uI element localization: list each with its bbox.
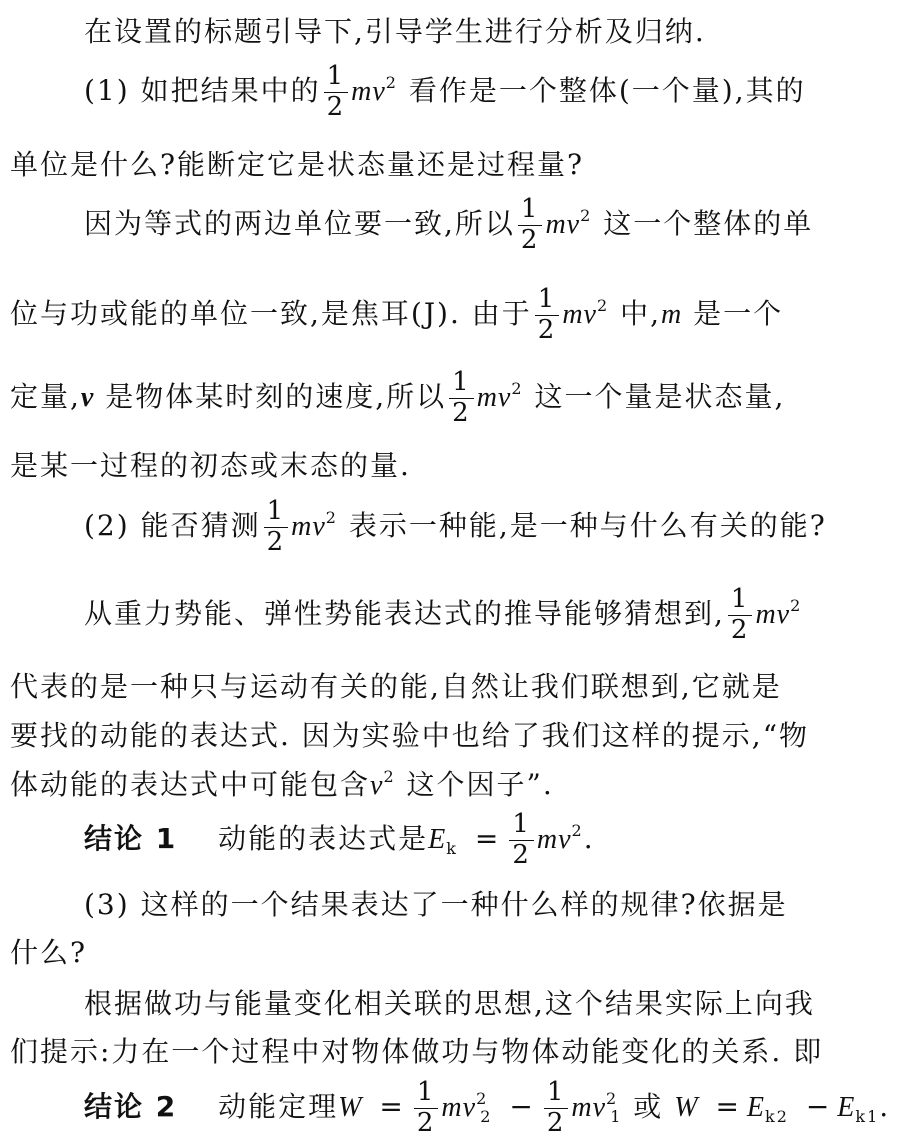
frac-numerator: 1 bbox=[449, 368, 474, 399]
a3-line2: 们提示:力在一个过程中对物体做功与物体动能变化的关系. 即 bbox=[10, 1035, 824, 1068]
a2-line1 bbox=[84, 585, 802, 646]
a2-l4-suffix: 这个因子”. bbox=[406, 768, 554, 801]
half-fraction bbox=[414, 1078, 439, 1139]
q2-suffix: 表示一种能,是一种与什么有关的能? bbox=[348, 508, 827, 542]
exponent: 2 bbox=[511, 378, 524, 398]
frac-numerator: 1 bbox=[264, 497, 289, 528]
W-var: W bbox=[674, 1091, 699, 1123]
frac-numerator: 1 bbox=[518, 195, 543, 226]
a3-line1: 根据做功与能量变化相关联的思想,这个结果实际上向我 bbox=[84, 987, 815, 1020]
conclusion-2 bbox=[84, 1078, 890, 1139]
frac-denominator: 2 bbox=[512, 839, 531, 870]
frac-denominator: 2 bbox=[537, 314, 557, 345]
conclusion-1-text: 动能的表达式是 bbox=[218, 821, 429, 855]
mv-term: mv bbox=[755, 598, 791, 630]
E-var: E bbox=[746, 1091, 766, 1123]
subscript-k2: k2 bbox=[765, 1106, 789, 1126]
or-word: 或 bbox=[633, 1089, 664, 1123]
a1-line4: 是某一过程的初态或末态的量. bbox=[10, 449, 411, 482]
conclusion-1-label: 结论 1 bbox=[84, 821, 178, 855]
half-fraction bbox=[544, 1078, 569, 1139]
subscript-k: k bbox=[446, 838, 458, 858]
E-var: E bbox=[837, 1091, 856, 1123]
half-fraction bbox=[449, 368, 474, 429]
q1-line1 bbox=[84, 62, 806, 123]
a1-p2-prefix: 位与功或能的单位一致,是焦耳(J). 由于 bbox=[10, 296, 532, 330]
exponent: 2 bbox=[385, 72, 398, 92]
exponent: 2 bbox=[596, 295, 610, 315]
a2-l1-prefix: 从重力势能、弹性势能表达式的推导能够猜想到, bbox=[84, 596, 725, 630]
frac-denominator: 2 bbox=[266, 526, 286, 557]
q1-prefix: (1) 如把结果中的 bbox=[84, 73, 321, 107]
frac-denominator: 2 bbox=[730, 614, 750, 645]
a1-line2 bbox=[10, 285, 783, 346]
half-fraction bbox=[518, 195, 543, 256]
frac-numerator: 1 bbox=[535, 285, 560, 316]
conclusion-1 bbox=[84, 810, 595, 871]
equals-sign: = bbox=[379, 1089, 405, 1123]
half-fraction bbox=[728, 585, 753, 646]
frac-numerator: 1 bbox=[414, 1078, 439, 1109]
a1-p2-mid: 中, bbox=[620, 296, 661, 330]
frac-numerator: 1 bbox=[324, 62, 349, 93]
frac-numerator: 1 bbox=[728, 585, 753, 616]
intro-line: 在设置的标题引导下,引导学生进行分析及归纳. bbox=[84, 15, 706, 48]
exponent: 2 bbox=[476, 1088, 489, 1108]
subscript-1: 1 bbox=[610, 1106, 623, 1126]
a1-p2-suffix: 是一个 bbox=[693, 296, 784, 330]
half-fraction bbox=[324, 62, 349, 123]
mv-term: mv bbox=[571, 1091, 607, 1123]
a2-l4-prefix: 体动能的表达式中可能包含 bbox=[10, 768, 371, 801]
a2-line3: 要找的动能的表达式. 因为实验中也给了我们这样的提示,“物 bbox=[10, 719, 810, 752]
exponent: 2 bbox=[571, 820, 584, 840]
mv-term: mv bbox=[441, 1091, 477, 1123]
mv-term: mv bbox=[476, 381, 512, 413]
q2-line bbox=[84, 497, 827, 558]
q3-line1: (3) 这样的一个结果表达了一种什么样的规律?依据是 bbox=[84, 888, 788, 921]
half-fraction bbox=[509, 810, 534, 871]
exponent: 2 bbox=[606, 1088, 619, 1108]
mv-term: mv bbox=[562, 298, 597, 330]
a2-line4 bbox=[10, 763, 554, 803]
frac-denominator: 2 bbox=[452, 397, 471, 428]
mv-term: mv bbox=[351, 75, 386, 107]
a1-p3-prefix: 定量, bbox=[10, 379, 81, 413]
v-var: v bbox=[370, 770, 384, 801]
a2-line2: 代表的是一种只与运动有关的能,自然让我们联想到,它就是 bbox=[10, 670, 782, 703]
mv-term: mv bbox=[291, 510, 326, 542]
conclusion-2-label: 结论 2 bbox=[84, 1089, 178, 1123]
q1-suffix: 看作是一个整体(一个量),其的 bbox=[408, 73, 806, 107]
equals-sign: = bbox=[715, 1089, 741, 1123]
exponent: 2 bbox=[580, 205, 593, 225]
a1-p1-suffix: 这一个整体的单 bbox=[603, 206, 814, 240]
frac-denominator: 2 bbox=[326, 91, 346, 122]
period: . bbox=[879, 1089, 891, 1123]
a1-p1-prefix: 因为等式的两边单位要一致,所以 bbox=[84, 206, 515, 240]
subscript-k1: k1 bbox=[855, 1106, 880, 1126]
a1-line3 bbox=[10, 368, 785, 429]
E-var: E bbox=[428, 823, 447, 855]
q1-line2: 单位是什么?能断定它是状态量还是过程量? bbox=[10, 148, 585, 181]
exponent: 2 bbox=[790, 595, 803, 615]
mv-term: mv bbox=[536, 823, 572, 855]
frac-denominator: 2 bbox=[416, 1107, 436, 1138]
exponent: 2 bbox=[325, 507, 338, 527]
frac-numerator: 1 bbox=[509, 810, 534, 841]
q2-prefix: (2) 能否猜测 bbox=[84, 508, 261, 542]
frac-denominator: 2 bbox=[520, 224, 540, 255]
half-fraction bbox=[264, 497, 289, 558]
subscript-2: 2 bbox=[480, 1106, 493, 1126]
minus-sign: − bbox=[509, 1089, 535, 1123]
half-fraction bbox=[535, 285, 560, 346]
conclusion-2-text: 动能定理 bbox=[218, 1089, 339, 1123]
a1-line1 bbox=[84, 195, 813, 256]
frac-denominator: 2 bbox=[546, 1107, 566, 1138]
period: . bbox=[583, 821, 595, 855]
minus-sign: − bbox=[805, 1089, 832, 1123]
exponent: 2 bbox=[383, 767, 396, 786]
equals-sign: = bbox=[474, 821, 501, 855]
q3-line2: 什么? bbox=[10, 936, 88, 969]
v-var: v bbox=[80, 381, 95, 413]
frac-numerator: 1 bbox=[544, 1078, 569, 1109]
m-var: m bbox=[660, 298, 683, 330]
a1-p3-suffix: 这一个量是状态量, bbox=[534, 379, 786, 413]
mv-term: mv bbox=[545, 208, 581, 240]
W-var: W bbox=[338, 1091, 363, 1123]
a1-p3-mid: 是物体某时刻的速度,所以 bbox=[105, 379, 447, 413]
